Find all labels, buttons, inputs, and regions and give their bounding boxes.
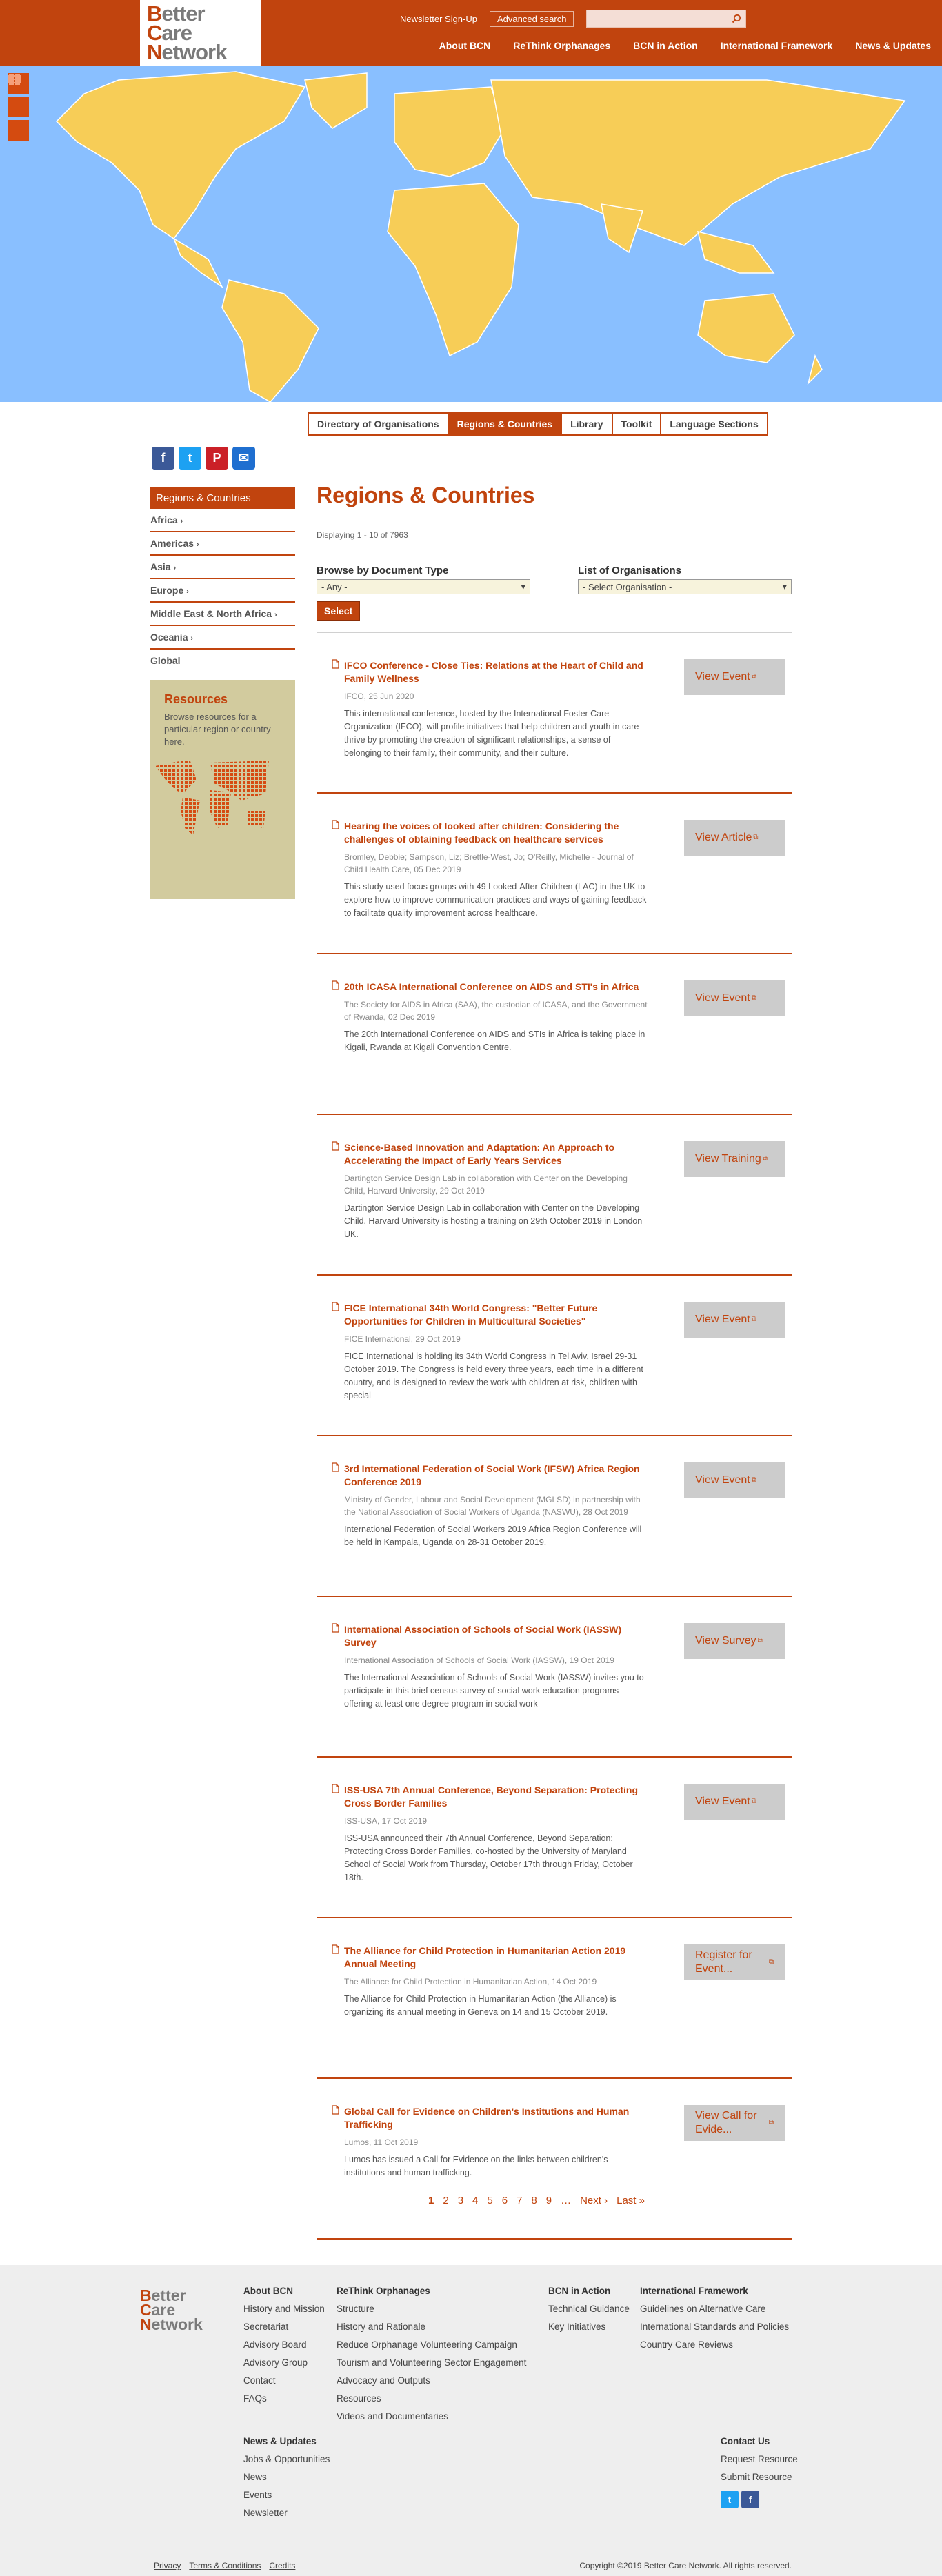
document-icon <box>332 1944 339 1956</box>
external-link-icon: ⧉ <box>757 1637 763 1644</box>
document-icon <box>332 1623 339 1635</box>
item-meta: Dartington Service Design Lab in collaboration with Center on the Developing Child, Harvard University, 29 Oct 2019 <box>344 1174 628 1196</box>
doc-type-select[interactable]: - Any - ▾ <box>317 579 530 594</box>
footer-link[interactable]: Request Resource <box>721 2454 798 2464</box>
credits-link[interactable]: Credits <box>269 2561 296 2570</box>
item-meta: Ministry of Gender, Labour and Social Development (MGLSD) in partnership with the National Association of Social Workers of Uganda (NASWU), 28 Oct 2019 <box>344 1495 641 1517</box>
footer-action-title[interactable]: BCN in Action <box>548 2286 611 2296</box>
item-description: The International Association of Schools of Social Work (IASSW) invites you to participate in this brief census survey of social work education programs offering at least one degree program in social work <box>344 1673 644 1709</box>
list-item <box>317 794 792 954</box>
chevron-down-icon: ▾ <box>782 581 787 592</box>
legal-links <box>154 2561 295 2570</box>
resources-title: Resources <box>164 692 228 706</box>
document-icon <box>332 1141 339 1153</box>
footer-rethink-title[interactable]: ReThink Orphanages <box>337 2286 430 2296</box>
footer-logo[interactable]: Better Care Network <box>140 2286 203 2333</box>
footer-link[interactable]: Advisory Board <box>243 2339 307 2350</box>
footer-link[interactable]: Key Initiatives <box>548 2322 606 2332</box>
item-title[interactable]: Science-Based Innovation and Adaptation: An Approach to Accelerating the Impact of Early Years Services <box>344 1142 615 1166</box>
sidebar-item-global[interactable]: Global <box>150 655 181 666</box>
map-north-america <box>57 72 305 239</box>
footer-link[interactable]: Secretariat <box>243 2322 289 2332</box>
item-description: The Alliance for Child Protection in Humanitarian Action (the Alliance) is organizing its annual meeting in Geneva on 14 and 15 October 2019. <box>344 1994 617 2017</box>
footer-link[interactable]: History and Mission <box>243 2304 325 2314</box>
footer-framework-title[interactable]: International Framework <box>640 2286 748 2296</box>
section-tabs <box>308 412 768 436</box>
item-title[interactable]: Hearing the voices of looked after children: Considering the challenges of obtaining feedback on healthcare services <box>344 821 619 845</box>
facebook-icon[interactable]: f <box>741 2491 759 2508</box>
item-action-button[interactable]: View Event ⧉ <box>684 1462 785 1498</box>
item-description: FICE International is holding its 34th World Congress in Tel Aviv, Israel 29-31 October 2019. The Congress is held every three years, each time in a different country, and is designed to review the work with children at risk, children with special <box>344 1351 643 1400</box>
resources-panel[interactable] <box>150 680 295 899</box>
item-description: Lumos has issued a Call for Evidence on the links between children's institutions and human trafficking. <box>344 2155 608 2177</box>
item-meta: IFCO, 25 Jun 2020 <box>344 692 414 701</box>
sidebar-item-asia[interactable]: Asia › <box>150 556 295 579</box>
newsletter-link[interactable]: Newsletter Sign-Up <box>400 13 477 24</box>
item-description: Dartington Service Design Lab in collaboration with Center on the Developing Child, Harvard University is hosting a training on 29th October 2019 in London UK. <box>344 1203 643 1239</box>
item-description: This international conference, hosted by the International Foster Care Organization (IFCO), will profile initiatives that help children and youth in care thrive by promoting the creation of significant relationships, a sense of belonging to their family, their community, and their culture. <box>344 709 639 758</box>
external-link-icon: ⧉ <box>753 834 759 841</box>
external-link-icon: ⧉ <box>768 1958 774 1966</box>
chevron-down-icon: ▾ <box>521 581 525 592</box>
footer-link[interactable]: Contact <box>243 2375 276 2386</box>
facebook-icon[interactable]: f <box>152 447 174 470</box>
page-link[interactable]: … <box>561 2195 572 2206</box>
item-title[interactable]: ISS-USA 7th Annual Conference, Beyond Separation: Protecting Cross Border Families <box>344 1784 639 1809</box>
item-description: ISS-USA announced their 7th Annual Conference, Beyond Separation: Protecting Cross Border Families, co-hosted by the University of Maryland School of Social Work from Thursday, October 17th through Friday, October 18th. <box>344 1833 633 1882</box>
list-item <box>317 633 792 794</box>
sidebar-item-europe[interactable]: Europe › <box>150 579 295 603</box>
item-meta: ISS-USA, 17 Oct 2019 <box>344 1816 428 1826</box>
list-item <box>317 1276 792 1436</box>
footer-col-rethink <box>337 2286 526 2426</box>
map-africa <box>388 183 519 356</box>
footer-link[interactable]: Guidelines on Alternative Care <box>640 2304 766 2314</box>
footer-link[interactable]: Resources <box>337 2393 381 2404</box>
footer-col-framework <box>640 2286 789 2354</box>
item-meta: Bromley, Debbie; Sampson, Liz; Brettle-West, Jo; O'Reilly, Michelle - Journal of Child Health Care, 05 Dec 2019 <box>344 852 634 874</box>
nav-news[interactable]: News & Updates <box>855 40 931 51</box>
tab-regions[interactable]: Regions & Countries <box>449 414 562 434</box>
item-action-button[interactable]: View Article ⧉ <box>684 820 785 856</box>
item-title[interactable]: FICE International 34th World Congress: "Better Future Opportunities for Children in Multicultural Societies" <box>344 1302 598 1327</box>
map-asia <box>491 80 905 245</box>
utility-bar <box>400 10 746 28</box>
page-link[interactable]: 9 <box>545 2195 552 2206</box>
twitter-icon[interactable]: t <box>721 2491 739 2508</box>
item-action-button[interactable]: View Training ⧉ <box>684 1141 785 1177</box>
logo[interactable] <box>140 0 261 66</box>
footer-link[interactable]: Reduce Orphanage Volunteering Campaign <box>337 2339 517 2350</box>
pagination <box>428 2195 645 2206</box>
footer-link[interactable]: Submit Resource <box>721 2472 792 2482</box>
external-link-icon: ⧉ <box>751 673 756 681</box>
footer-news-title[interactable]: News & Updates <box>243 2436 317 2446</box>
page-title: Regions & Countries <box>317 483 535 507</box>
footer-social <box>721 2491 798 2508</box>
map-europe <box>394 87 505 177</box>
item-action-button[interactable]: View Call for Evide... ⧉ <box>684 2105 785 2141</box>
document-icon <box>332 1784 339 1795</box>
item-title[interactable]: International Association of Schools of Social Work (IASSW) Survey <box>344 1624 622 1648</box>
site-header <box>0 0 942 66</box>
map-new-zealand <box>808 356 822 383</box>
external-link-icon: ⧉ <box>751 994 756 1002</box>
sidebar <box>150 487 295 899</box>
document-icon <box>332 820 339 832</box>
copyright: Copyright ©2019 Better Care Network. All rights reserved. <box>579 2561 792 2570</box>
item-action-button[interactable]: View Event ⧉ <box>684 1302 785 1338</box>
zoom-out-icon[interactable] <box>8 97 29 117</box>
result-count: Displaying 1 - 10 of 7963 <box>317 530 408 540</box>
sidebar-item-oceania[interactable]: Oceania › <box>150 626 295 650</box>
tab-toolkit[interactable]: Toolkit <box>613 414 662 434</box>
page-link[interactable]: 3 <box>457 2195 464 2206</box>
footer-link[interactable]: Videos and Documentaries <box>337 2411 448 2422</box>
footer-link[interactable]: Events <box>243 2490 272 2500</box>
footer-link[interactable]: Newsletter <box>243 2508 288 2518</box>
world-map[interactable] <box>0 66 942 402</box>
nav-framework[interactable]: International Framework <box>720 40 833 51</box>
item-title[interactable]: 3rd International Federation of Social Work (IFSW) Africa Region Conference 2019 <box>344 1463 640 1487</box>
footer-col-action <box>548 2286 630 2336</box>
advanced-search-button[interactable]: Advanced search <box>490 11 574 27</box>
page-link[interactable]: 4 <box>472 2195 479 2206</box>
footer-link[interactable]: Advisory Group <box>243 2357 308 2368</box>
item-action-button[interactable]: Register for Event... ⧉ <box>684 1944 785 1980</box>
logo-text: Better Care Network <box>147 1 227 64</box>
item-action-button[interactable]: View Event ⧉ <box>684 980 785 1016</box>
footer-col-about <box>243 2286 325 2408</box>
footer-link[interactable]: Technical Guidance <box>548 2304 630 2314</box>
nav-action[interactable]: BCN in Action <box>633 40 698 51</box>
search-icon[interactable] <box>728 10 745 28</box>
page-link[interactable]: 5 <box>487 2195 493 2206</box>
map-central-america <box>174 239 222 287</box>
item-action-button[interactable]: View Survey ⧉ <box>684 1623 785 1659</box>
tab-language[interactable]: Language Sections <box>661 414 766 434</box>
page-last[interactable]: Last » <box>617 2195 645 2206</box>
item-title[interactable]: IFCO Conference - Close Ties: Relations at the Heart of Child and Family Wellness <box>344 660 643 684</box>
filter-doc-type <box>317 565 530 594</box>
search-box <box>586 10 746 28</box>
external-link-icon: ⧉ <box>751 1798 756 1805</box>
footer-bottom <box>154 2561 792 2570</box>
site-footer <box>0 2265 942 2576</box>
layers-icon[interactable] <box>8 120 29 141</box>
tab-directory[interactable]: Directory of Organisations <box>309 414 449 434</box>
privacy-link[interactable]: Privacy <box>154 2561 181 2570</box>
nav-rethink[interactable]: ReThink Orphanages <box>513 40 611 51</box>
filter-doc-type-label: Browse by Document Type <box>317 565 449 576</box>
document-icon <box>332 659 339 671</box>
terms-link[interactable]: Terms & Conditions <box>189 2561 261 2570</box>
document-icon <box>332 980 339 992</box>
item-title[interactable]: Global Call for Evidence on Children's Institutions and Human Trafficking <box>344 2106 630 2130</box>
dotted-world-icon <box>152 752 269 842</box>
page-link[interactable]: 6 <box>501 2195 508 2206</box>
results-list <box>317 632 792 2240</box>
footer-link[interactable]: Advocacy and Outputs <box>337 2375 430 2386</box>
footer-col-news <box>243 2436 330 2522</box>
item-description: This study used focus groups with 49 Looked-After-Children (LAC) in the UK to explore how to improve communication practices and ways of gaining feedback to facilitate quality improvement across healthcare. <box>344 882 647 918</box>
tab-library[interactable]: Library <box>562 414 612 434</box>
filter-organisation <box>578 565 792 594</box>
main-content <box>317 483 792 2240</box>
page-next[interactable]: Next › <box>580 2195 608 2206</box>
page-link[interactable]: 8 <box>531 2195 537 2206</box>
item-action-button[interactable]: View Event ⧉ <box>684 659 785 695</box>
page-link[interactable]: 7 <box>517 2195 523 2206</box>
sidebar-item-americas[interactable]: Americas › <box>150 532 295 556</box>
pinterest-icon[interactable]: P <box>206 447 228 470</box>
map-australia <box>698 294 794 363</box>
footer-link[interactable]: Jobs & Opportunities <box>243 2454 330 2464</box>
map-india <box>601 204 643 252</box>
sidebar-list <box>150 509 295 672</box>
external-link-icon: ⧉ <box>768 2119 774 2126</box>
resources-desc: Browse resources for a particular region or country here. <box>164 712 271 747</box>
sidebar-item-mena[interactable]: Middle East & North Africa › <box>150 603 295 626</box>
footer-link[interactable]: Country Care Reviews <box>640 2339 734 2350</box>
sidebar-active[interactable]: Regions & Countries <box>150 487 295 509</box>
document-icon <box>332 2105 339 2117</box>
world-map-shapes <box>8 66 942 402</box>
list-item <box>317 1436 792 1597</box>
document-icon <box>332 1462 339 1474</box>
footer-link[interactable]: Tourism and Volunteering Sector Engagement <box>337 2357 527 2368</box>
footer-link[interactable]: International Standards and Policies <box>640 2322 790 2332</box>
item-title[interactable]: 20th ICASA International Conference on AIDS and STI's in Africa <box>344 981 639 992</box>
filter-org-label: List of Organisations <box>578 565 682 576</box>
footer-link[interactable]: History and Rationale <box>337 2322 426 2332</box>
footer-contact-title[interactable]: Contact Us <box>721 2436 770 2446</box>
email-icon[interactable]: ✉ <box>232 447 255 470</box>
footer-link[interactable]: Structure <box>337 2304 374 2314</box>
select-button[interactable]: Select <box>317 601 360 621</box>
footer-col-contact <box>721 2436 798 2508</box>
item-title[interactable]: The Alliance for Child Protection in Humanitarian Action 2019 Annual Meeting <box>344 1945 626 1969</box>
list-item <box>317 1918 792 2079</box>
list-item <box>317 1597 792 1758</box>
map-south-america <box>222 280 319 402</box>
page-current[interactable]: 1 <box>428 2195 434 2206</box>
map-greenland <box>305 73 367 128</box>
map-southeast-asia <box>698 232 774 273</box>
footer-link[interactable]: FAQs <box>243 2393 267 2404</box>
map-controls <box>8 73 29 141</box>
list-item <box>317 954 792 1115</box>
item-description: The 20th International Conference on AIDS and STIs in Africa is taking place in Kigali, Rwanda at Kigali Convention Centre. <box>344 1029 645 1052</box>
main-nav <box>439 40 931 51</box>
external-link-icon: ⧉ <box>751 1476 756 1484</box>
footer-about-title[interactable]: About BCN <box>243 2286 293 2296</box>
filters <box>317 565 792 594</box>
item-meta: The Alliance for Child Protection in Humanitarian Action, 14 Oct 2019 <box>344 1977 597 1986</box>
organisation-select[interactable]: - Select Organisation - ▾ <box>578 579 792 594</box>
item-meta: Lumos, 11 Oct 2019 <box>344 2137 419 2147</box>
search-input[interactable] <box>587 10 728 27</box>
page-link[interactable]: 2 <box>443 2195 449 2206</box>
external-link-icon: ⧉ <box>751 1316 756 1323</box>
item-description: International Federation of Social Workers 2019 Africa Region Conference will be held in Kampala, Uganda on 28-31 October 2019. <box>344 1525 642 1547</box>
nav-about[interactable]: About BCN <box>439 40 491 51</box>
sidebar-item-africa[interactable]: Africa › <box>150 509 295 532</box>
item-meta: The Society for AIDS in Africa (SAA), the custodian of ICASA, and the Government of Rwanda, 02 Dec 2019 <box>344 1000 648 1022</box>
item-meta: FICE International, 29 Oct 2019 <box>344 1334 461 1344</box>
share-bar <box>152 447 255 470</box>
footer-link[interactable]: News <box>243 2472 267 2482</box>
external-link-icon: ⧉ <box>762 1155 768 1163</box>
list-item <box>317 1758 792 1918</box>
item-action-button[interactable]: View Event ⧉ <box>684 1784 785 1820</box>
item-meta: International Association of Schools of Social Work (IASSW), 19 Oct 2019 <box>344 1656 614 1665</box>
document-icon <box>332 1302 339 1314</box>
list-item <box>317 1115 792 1276</box>
list-item <box>317 2079 792 2240</box>
twitter-icon[interactable]: t <box>179 447 201 470</box>
